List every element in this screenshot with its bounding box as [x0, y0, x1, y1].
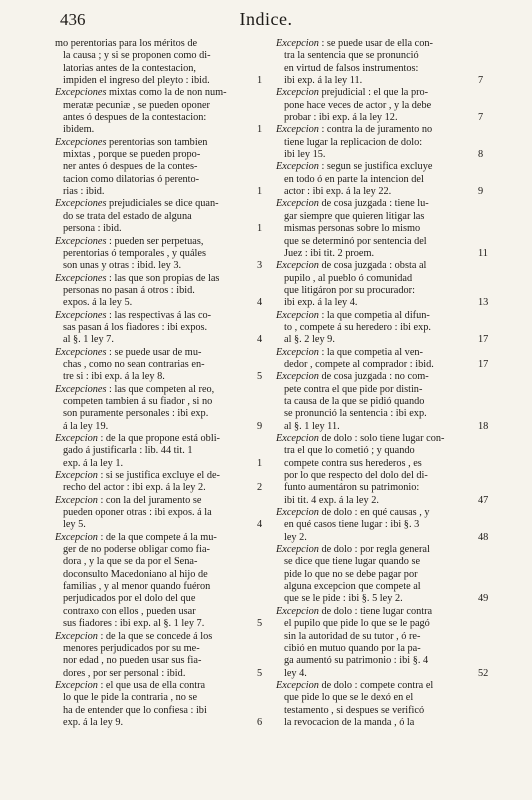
entry-line: Excepcion : la que competia al ven- [276, 346, 423, 358]
entry-line: por lo que respecto del dolo del di- [284, 470, 428, 482]
entry-line: Excepcion : la que competia al difun- [276, 309, 430, 321]
index-column-right [276, 38, 488, 729]
entry-line: ibi ley 15. [284, 149, 326, 161]
entry-line: que pide lo que se le dexó en el [284, 692, 414, 704]
index-entry [276, 507, 488, 544]
entry-line: que se le pide : ibi §. 5 ley 2. [284, 593, 403, 605]
entry-line: ta causa de la que se pidió quando [284, 395, 425, 407]
index-entry [276, 544, 488, 606]
page-reference: 7 [478, 112, 484, 124]
page-reference: 4 [257, 334, 263, 346]
entry-line: do se trata del estado de alguna [63, 210, 192, 222]
page-reference: 5 [257, 371, 263, 383]
page-reference: 8 [478, 149, 484, 161]
entry-line: rias : ibid. [63, 186, 105, 198]
index-entry [55, 236, 267, 273]
index-entry [55, 631, 267, 680]
entry-line: doconsulto Macedoniano al hijo de [63, 568, 208, 580]
entry-line: latorias antes de la contestacion, [63, 62, 196, 74]
page-reference: 6 [257, 716, 263, 728]
entry-line: antes ó despues de la contestacion: [63, 112, 207, 124]
entry-line: Excepcion : el que usa de ella contra [55, 679, 206, 691]
entry-line: á la ley 19. [63, 420, 109, 432]
page-reference: 9 [478, 186, 484, 198]
entry-line: tacion como dilatorias ó perento- [63, 173, 200, 185]
index-column-left [55, 38, 267, 729]
index-entry [55, 310, 267, 347]
entry-line: Excepciones : las respectivas á las co- [55, 309, 212, 321]
entry-line: Excepciones prejudiciales se dice quan- [55, 198, 219, 210]
index-entry [276, 87, 488, 124]
entry-line: Excepciones : las que competen al reo, [55, 383, 215, 395]
index-entry [276, 124, 488, 161]
entry-line: la revocacion de la manda , ó la [284, 716, 415, 728]
page-reference: 1 [257, 75, 263, 87]
index-entry [55, 532, 267, 631]
entry-line: la causa ; y si se proponen como di- [63, 50, 211, 62]
entry-line: Excepciones mixtas como la de non num- [55, 87, 227, 99]
page-reference: 1 [257, 223, 263, 235]
page-reference: 17 [478, 334, 489, 346]
page-reference: 9 [257, 420, 263, 432]
page-reference: 47 [478, 494, 489, 506]
page-reference: 1 [257, 457, 263, 469]
entry-line: chas , como no sean contrarias en- [63, 358, 205, 370]
entry-line: que se determinó por sentencia del [284, 235, 427, 247]
entry-line: compete contra sus herederos , es [284, 457, 422, 469]
index-entry [55, 38, 267, 87]
entry-line: contraxo con ellos , pueden usar [63, 605, 196, 617]
entry-line: gado á justificarla : lib. 44 tit. 1 [63, 445, 193, 457]
index-entry [55, 433, 267, 470]
entry-line: exp. á la ley 9. [63, 716, 124, 728]
entry-line: tre si : ibi exp. á la ley 8. [63, 371, 165, 383]
entry-line: alguna excepcion que compete al [284, 581, 421, 593]
index-entry [55, 495, 267, 532]
entry-line: gar siempre que quieren litigar las [284, 210, 425, 222]
entry-line: competen tambien á su fiador , si no [63, 395, 213, 407]
page-number: 436 [60, 10, 86, 29]
entry-line: el pupilo que pide lo que se le pagó [284, 618, 430, 630]
page-reference: 7 [478, 75, 484, 87]
entry-line: Excepcion : si se justifica excluye el de- [55, 470, 220, 482]
entry-line: ner antes ó despues de la contes- [63, 161, 198, 173]
entry-line: Excepcion : contra la de juramento no [276, 124, 433, 136]
entry-line: se dice que tiene lugar quando se [284, 556, 421, 568]
page-reference: 49 [478, 593, 489, 605]
index-entry [276, 260, 488, 309]
entry-line: Excepcion prejudicial : el que la pro- [276, 87, 429, 99]
index-entry [276, 371, 488, 433]
entry-line: dedor , compete al comprador : ibid. [284, 358, 434, 370]
entry-line: Excepcion : con la del juramento se [55, 494, 202, 506]
entry-line: recho del actor : ibi exp. á la ley 2. [63, 482, 206, 494]
page-reference: 11 [478, 247, 488, 259]
entry-line: mo perentorias para los méritos de [55, 38, 198, 49]
page-reference: 5 [257, 618, 263, 630]
index-entry [55, 680, 267, 729]
entry-line: en virtud de falsos instrumentos: [284, 62, 419, 74]
entry-line: actor : ibi exp. á la ley 22. [284, 186, 392, 198]
entry-line: Excepcion de dolo : por regla general [276, 544, 430, 556]
page-reference: 18 [478, 420, 489, 432]
entry-line: pupilo , al pueblo ó comunidad [284, 272, 413, 284]
page-reference: 4 [257, 519, 263, 531]
index-entry [276, 198, 488, 260]
entry-line: Excepcion : segun se justifica excluye [276, 161, 433, 173]
entry-line: mixtas , porque se pueden propo- [63, 149, 201, 161]
page-reference: 17 [478, 358, 489, 370]
entry-line: pete contra el que pide por distin- [284, 383, 423, 395]
entry-line: ga aumentó su patrimonio : ibi §. 4 [284, 655, 429, 667]
entry-line: impiden el ingreso del pleyto : ibid. [63, 75, 210, 87]
entry-line: Excepcion : de la que propone está obli- [55, 433, 220, 444]
entry-line: sin la autoridad de su tutor , ó re- [284, 630, 421, 642]
index-entry [276, 161, 488, 198]
entry-line: ibi tit. 4 exp. á la ley 2. [284, 494, 379, 506]
entry-line: ibi exp. á la ley 11. [284, 75, 363, 87]
entry-line: Excepciones perentorias son tambien [55, 136, 208, 148]
entry-line: cibió en mutuo quando por la pa- [284, 642, 421, 654]
entry-line: Excepcion : de la que compete á la mu- [55, 531, 217, 543]
entry-line: meratæ pecuniæ , se pueden oponer [63, 99, 210, 111]
entry-line: son puramente personales : ibi exp. [63, 408, 209, 420]
entry-line: menores perjudicados por su me- [63, 642, 200, 654]
entry-line: en todo ó en parte la intencion del [284, 173, 424, 185]
entry-line: Excepcion de cosa juzgada : tiene lu- [276, 198, 429, 210]
index-entry [276, 606, 488, 680]
entry-line: testamento , si despues se verificó [284, 704, 425, 716]
entry-line: Excepcion : se puede usar de ella con- [276, 38, 433, 49]
index-entry [276, 38, 488, 87]
entry-line: to , compete á su heredero : ibi exp. [284, 321, 431, 333]
index-entry [55, 87, 267, 136]
entry-line: familias , y al menor quando fuéron [63, 581, 211, 593]
entry-line: sus fiadores : ibi exp. al §. 1 ley 7. [63, 618, 205, 630]
page-reference: 13 [478, 297, 489, 309]
page-reference: 1 [257, 186, 263, 198]
page-reference: 2 [257, 482, 263, 494]
entry-line: Excepcion : de la que se concede á los [55, 630, 213, 642]
entry-line: personas no pasan á otros : ibid. [63, 284, 195, 296]
entry-line: Excepcion de cosa juzgada : no com- [276, 371, 429, 383]
entry-line: dores , por ser personal : ibid. [63, 667, 186, 679]
entry-line: Excepcion de dolo : en qué causas , y [276, 507, 430, 519]
entry-line: ger de no poderse obligar como fia- [63, 544, 210, 556]
entry-line: probar : ibi exp. á la ley 12. [284, 112, 398, 124]
entry-line: dora , y la que se da por el Sena- [63, 556, 198, 568]
entry-line: al §. 2 ley 9. [284, 334, 335, 346]
index-entry [55, 347, 267, 384]
page-reference: 5 [257, 667, 263, 679]
index-entry [276, 310, 488, 347]
index-entry [276, 433, 488, 507]
running-header: Indice. [239, 9, 293, 29]
index-entry [55, 273, 267, 310]
index-entry [55, 198, 267, 235]
entry-line: se pronunció la sentencia : ibi exp. [284, 408, 427, 420]
entry-line: tiene lugar la replicacion de dolo: [284, 136, 423, 148]
entry-line: son unas y otras : ibid. ley 3. [63, 260, 182, 272]
entry-line: Excepcion de cosa juzgada : obsta al [276, 260, 427, 272]
entry-line: persona : ibid. [63, 223, 122, 235]
entry-line: Excepciones : se puede usar de mu- [55, 346, 202, 358]
entry-line: funto aumentáron su patrimonio: [284, 482, 420, 494]
entry-line: perjudicados por el dolo del que [63, 593, 196, 605]
entry-line: Excepcion de dolo : tiene lugar contra [276, 605, 433, 617]
entry-line: ibidem. [63, 124, 95, 136]
entry-line: tra la sentencia que se pronunció [284, 50, 419, 62]
entry-line: sas pasan á los fiadores : ibi expos. [63, 321, 208, 333]
entry-line: Excepciones : las que son propias de las [55, 272, 220, 284]
page-reference: 1 [257, 124, 263, 136]
entry-line: pide lo que no se debe pagar por [284, 568, 418, 580]
entry-line: Excepcion de dolo : compete contra el [276, 679, 434, 691]
entry-line: perentorias ó temporales , y quáles [63, 247, 206, 259]
entry-line: Excepciones : pueden ser perpetuas, [55, 235, 204, 247]
entry-line: al §. 1 ley 11. [284, 420, 340, 432]
entry-line: ley 5. [63, 519, 86, 531]
index-entry [276, 680, 488, 729]
entry-line: ley 2. [284, 531, 307, 543]
entry-line: tra el que lo cometió ; y quando [284, 445, 415, 457]
entry-line: Juez : ibi tit. 2 proem. [284, 247, 375, 259]
page-reference: 52 [478, 667, 489, 679]
entry-line: al §. 1 ley 7. [63, 334, 114, 346]
entry-line: ha de entender que lo confiesa : ibi [63, 704, 207, 716]
entry-line: ley 4. [284, 667, 307, 679]
entry-line: ibi exp. á la ley 4. [284, 297, 358, 309]
entry-line: Excepcion de dolo : solo tiene lugar con- [276, 433, 445, 444]
entry-line: en qué casos tiene lugar : ibi §. 3 [284, 519, 420, 531]
index-entry [276, 347, 488, 372]
page-reference: 4 [257, 297, 263, 309]
entry-line: expos. á la ley 5. [63, 297, 133, 309]
page-reference: 48 [478, 531, 489, 543]
page-reference: 3 [257, 260, 263, 272]
entry-line: que litigáron por su procurador: [284, 284, 415, 296]
entry-line: mismas personas sobre lo mismo [284, 223, 421, 235]
index-entry [55, 384, 267, 433]
entry-line: pueden oponer otras : ibi expos. á la [63, 507, 212, 519]
index-entry [55, 470, 267, 495]
entry-line: nor edad , no pueden usar sus fia- [63, 655, 202, 667]
entry-line: pone hace veces de actor , y la debe [284, 99, 432, 111]
index-entry [55, 137, 267, 199]
entry-line: lo que le pide la contraria , no se [63, 692, 198, 704]
entry-line: exp. á la ley 1. [63, 457, 124, 469]
